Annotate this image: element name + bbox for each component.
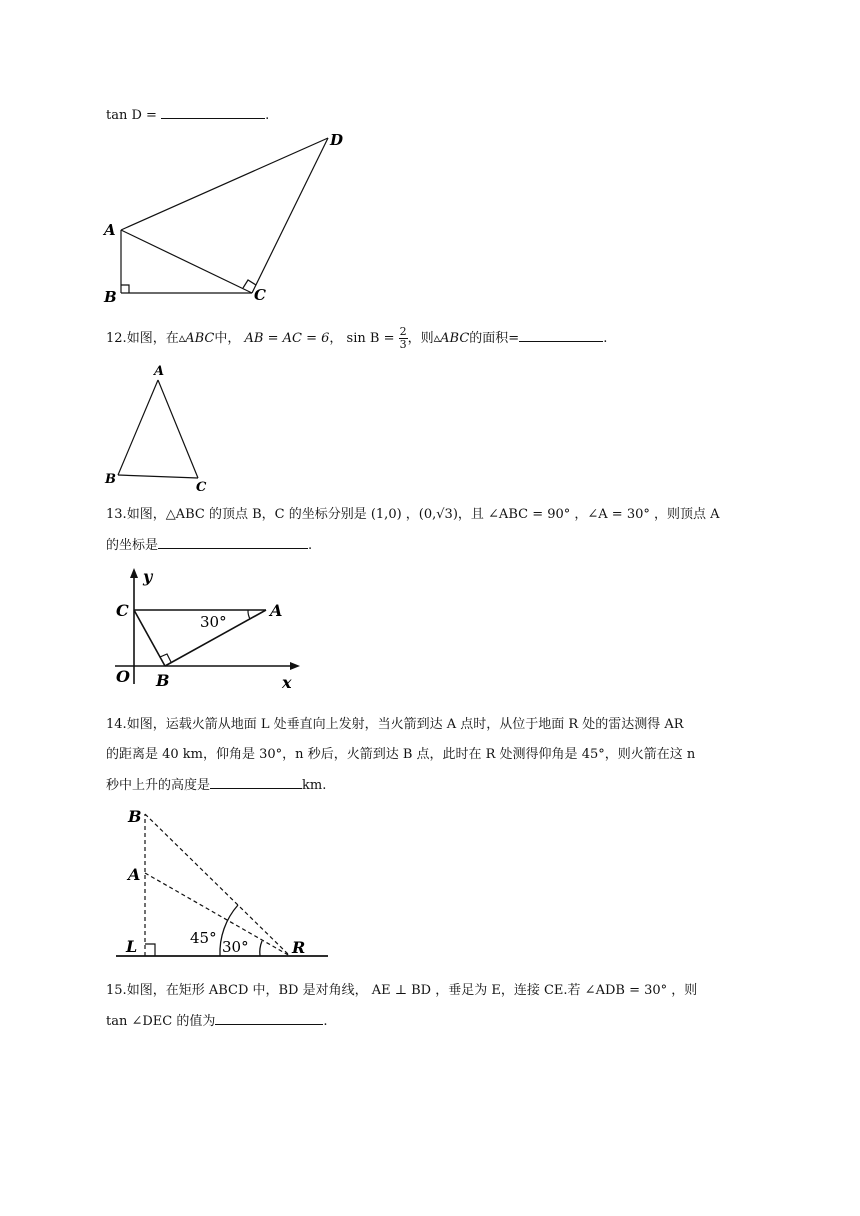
q12-fraction: $\frac{2}{3}$ [399, 325, 407, 351]
q14-arc-30 [260, 941, 262, 956]
q12-segment-ac [158, 380, 198, 478]
q15-question-line1: 15.如图，在矩形 ABCD 中，BD 是对角线， AE ⊥ BD ，垂足为 E，连接 CE.若 ∠ADB = 30° ，则 [106, 983, 698, 998]
q13-label-o: O [116, 667, 130, 686]
q12-number: 12. [106, 331, 127, 346]
q12-segment-ab [118, 380, 158, 475]
q13-diagram [110, 566, 310, 691]
q11-tan-text: tan D = [106, 108, 157, 123]
q12-diagram [100, 358, 220, 493]
q13-label-x: x [282, 673, 292, 692]
q12-question: 12.如图，在▵ABC中， AB = AC = 6， sin B = $\frac{2}{3}$ ，则▵ABC的面积= . [106, 325, 608, 351]
q14-figure [112, 800, 332, 965]
q15-answer-blank[interactable] [215, 1012, 323, 1025]
q14-answer-blank[interactable] [210, 776, 302, 789]
q12-label-c: C [196, 480, 207, 495]
q13-answer-blank[interactable] [158, 536, 308, 549]
q11-label-c: C [254, 286, 266, 304]
q12-label-b: B [105, 472, 116, 487]
q12-equation: AB = AC = 6 [244, 331, 330, 346]
q11-label-b: B [104, 288, 117, 306]
q14-label-b: B [128, 807, 142, 826]
q13-y-arrow [130, 568, 138, 578]
q11-figure [100, 128, 360, 308]
q13-label-a: A [270, 601, 283, 620]
q12-figure [100, 358, 220, 493]
q11-segment-cd [252, 138, 328, 293]
q13-question-line1: 13.如图，△ABC 的顶点 B，C 的坐标分别是 (1,0) ，(0,√3)，且 ∠ABC = 90° ，∠A = 30° ，则顶点 A [106, 507, 720, 522]
q15-question-line2: tan ∠DEC 的值为 . [106, 1014, 328, 1029]
q14-angle-45: 45° [190, 929, 217, 947]
q14-right-angle-l [145, 944, 155, 956]
q11-segment-ac [121, 230, 252, 293]
q13-label-c: C [116, 601, 129, 620]
q13-question-line2: 的坐标是 . [106, 538, 313, 553]
q14-question-line2: 的距离是 40 km，仰角是 30°，n 秒后，火箭到达 B 点，此时在 R 处测得仰角是 45°，则火箭在这 n [106, 747, 696, 762]
q12-sin: sin B = [346, 331, 395, 346]
q14-question-line3: 秒中上升的高度是 km. [106, 778, 327, 793]
q12-label-a: A [154, 364, 165, 379]
q11-label-d: D [330, 131, 344, 149]
q14-number: 14. [106, 717, 127, 732]
q13-angle-arc [248, 610, 250, 619]
q15-number: 15. [106, 983, 127, 998]
q14-label-l: L [126, 937, 138, 956]
q14-label-r: R [292, 938, 306, 957]
q12-answer-blank[interactable] [519, 329, 603, 342]
q13-number: 13. [106, 507, 127, 522]
q13-x-arrow [290, 662, 300, 670]
q14-question-line1: 14.如图，运载火箭从地面 L 处垂直向上发射，当火箭到达 A 点时，从位于地面 R 处的雷达测得 AR [106, 717, 684, 732]
q11-right-angle-b [121, 285, 129, 293]
q14-diagram [112, 800, 332, 965]
q13-segment-cb [134, 610, 165, 666]
q11-label-a: A [104, 221, 116, 239]
q14-angle-30: 30° [222, 938, 249, 956]
q12-segment-bc [118, 475, 198, 478]
q11-answer-line: tan D = . [106, 108, 270, 123]
q13-coord-c: (0,√3) [418, 507, 458, 522]
q11-diagram [100, 128, 360, 308]
q13-label-y: y [143, 567, 153, 586]
q13-figure [110, 566, 310, 691]
q11-answer-blank[interactable] [161, 106, 265, 119]
q13-label-b: B [156, 671, 170, 690]
q14-label-a: A [128, 865, 141, 884]
q11-segment-ad [121, 138, 328, 230]
q13-angle-label: 30° [200, 613, 227, 631]
